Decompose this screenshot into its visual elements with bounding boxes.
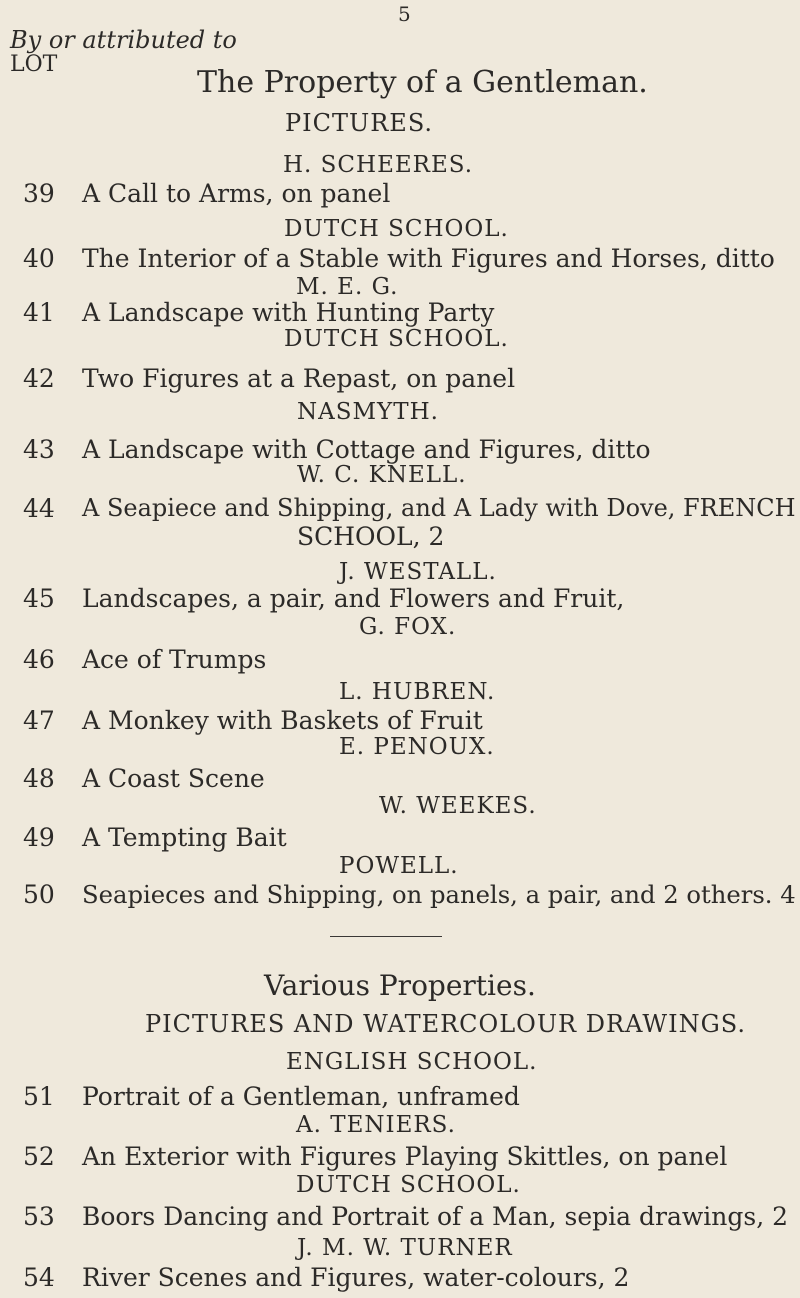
lot-number: 48 xyxy=(23,764,55,793)
lot-number: 39 xyxy=(23,179,55,208)
section-divider xyxy=(330,936,442,937)
lot-description: An Exterior with Figures Playing Skittles, on panel xyxy=(82,1142,728,1171)
lot-description: A Coast Scene xyxy=(82,764,265,793)
artist-name: J. M. W. TURNER xyxy=(297,1235,513,1261)
lot-description: Seapieces and Shipping, on panels, a pair, and 2 others. 4 xyxy=(82,880,796,909)
artist-name: ENGLISH SCHOOL. xyxy=(286,1049,538,1075)
lot-number: 53 xyxy=(23,1202,55,1231)
lot-number: 44 xyxy=(23,494,55,523)
artist-name: DUTCH SCHOOL. xyxy=(296,1172,521,1198)
lot-description: Ace of Trumps xyxy=(82,645,267,674)
artist-name: W. C. KNELL. xyxy=(297,462,467,488)
page-number: 5 xyxy=(398,2,411,26)
section-2-title: Various Properties. xyxy=(264,969,536,1002)
lot-description: Boors Dancing and Portrait of a Man, sepia drawings, 2 xyxy=(82,1202,789,1231)
attribution-header: By or attributed to xyxy=(10,26,237,54)
artist-name: H. SCHEERES. xyxy=(283,152,474,178)
section-2-subtitle: PICTURES AND WATERCOLOUR DRAWINGS. xyxy=(145,1010,746,1038)
artist-name: DUTCH SCHOOL. xyxy=(284,326,509,352)
artist-name: DUTCH SCHOOL. xyxy=(284,216,509,242)
lot-number: 54 xyxy=(23,1263,55,1292)
artist-name: A. TENIERS. xyxy=(296,1112,456,1138)
artist-name: W. WEEKES. xyxy=(379,793,537,819)
lot-column-header: LOT xyxy=(10,52,58,77)
artist-name: M. E. G. xyxy=(296,274,399,300)
section-1-title: The Property of a Gentleman. xyxy=(197,65,648,100)
lot-number: 51 xyxy=(23,1082,55,1111)
lot-number: 52 xyxy=(23,1142,55,1171)
lot-description: River Scenes and Figures, water-colours, 2 xyxy=(82,1263,630,1292)
lot-description: Two Figures at a Repast, on panel xyxy=(82,364,516,393)
lot-number: 47 xyxy=(23,706,55,735)
lot-description: A Seapiece and Shipping, and A Lady with Dove, FRENCH xyxy=(82,494,796,522)
lot-description: Landscapes, a pair, and Flowers and Fruit, xyxy=(82,584,625,613)
lot-description: A Landscape with Cottage and Figures, ditto xyxy=(82,435,651,464)
artist-name: G. FOX. xyxy=(359,614,457,640)
artist-name: J. WESTALL. xyxy=(339,559,497,585)
lot-description: A Landscape with Hunting Party xyxy=(82,298,495,327)
section-1-subtitle: PICTURES. xyxy=(285,109,434,137)
lot-description: Portrait of a Gentleman, unframed xyxy=(82,1082,520,1111)
lot-description: A Call to Arms, on panel xyxy=(82,179,391,208)
lot-description: A Tempting Bait xyxy=(82,823,287,852)
artist-name: E. PENOUX. xyxy=(339,734,495,760)
lot-description: A Monkey with Baskets of Fruit xyxy=(82,706,483,735)
artist-name: L. HUBREN. xyxy=(339,679,496,705)
lot-number: 45 xyxy=(23,584,55,613)
lot-number: 46 xyxy=(23,645,55,674)
lot-number: 41 xyxy=(23,298,55,327)
lot-description-continued: SCHOOL, 2 xyxy=(297,522,445,551)
lot-description: The Interior of a Stable with Figures and Horses, ditto xyxy=(82,244,775,273)
lot-number: 40 xyxy=(23,244,55,273)
lot-number: 43 xyxy=(23,435,55,464)
lot-number: 49 xyxy=(23,823,55,852)
lot-number: 50 xyxy=(23,880,55,909)
lot-number: 42 xyxy=(23,364,55,393)
artist-name: NASMYTH. xyxy=(297,399,439,425)
artist-name: POWELL. xyxy=(339,853,459,879)
